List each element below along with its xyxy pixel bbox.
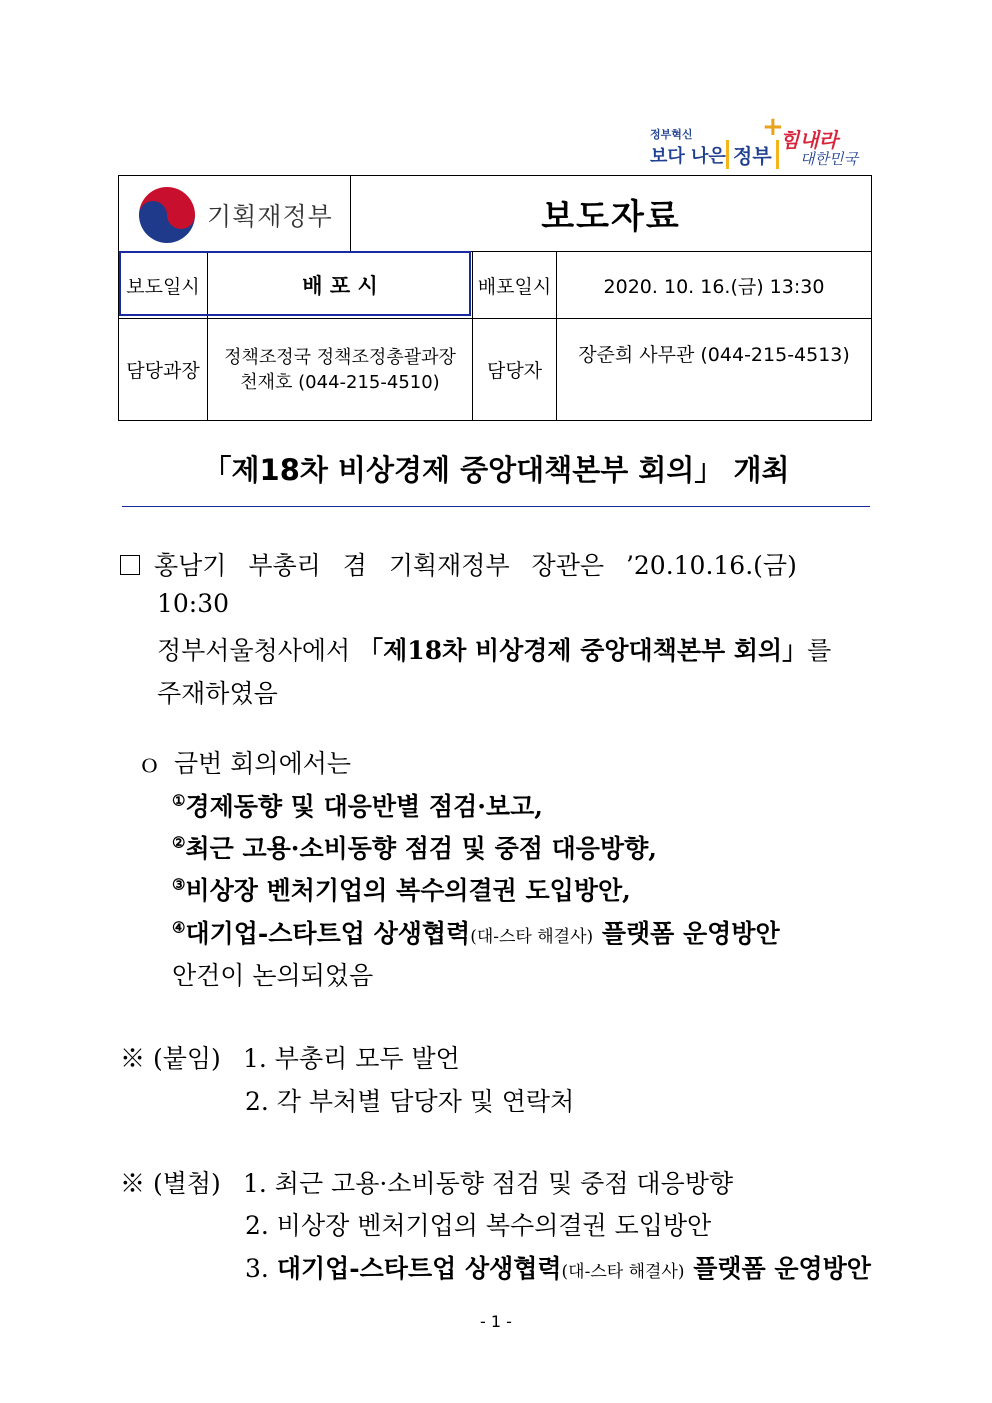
- page-title: 「제18차 비상경제 중앙대책본부 회의」 개최: [202, 453, 790, 487]
- agenda-item-4: ④대기업-스타트업 상생협력(대-스타 해결사) 플랫폼 운영방안: [172, 918, 780, 948]
- taegeuk-emblem-icon: [139, 187, 195, 243]
- slogan-government: 정부: [726, 140, 779, 169]
- attachment-item-2: 2. 각 부처별 담당자 및 연락처: [245, 1087, 575, 1116]
- agenda-item-1: ①경제동향 및 대응반별 점검·보고,: [172, 791, 543, 821]
- director-name-phone: 천재호 (044-215-4510): [240, 371, 440, 393]
- para1-line4: 주재하였음: [157, 679, 278, 708]
- para1-line2: 10:30: [157, 589, 230, 618]
- annex-label: ※ (별첨): [120, 1169, 221, 1198]
- annex-item-3: 3. 대기업-스타트업 상생협력(대-스타 해결사) 플랫폼 운영방안: [245, 1254, 871, 1283]
- government-slogan: [640, 112, 880, 178]
- para2-lead: ｏ 금번 회의에서는: [137, 749, 352, 778]
- director-label: 담당과장: [126, 360, 200, 382]
- release-highlight-box: [119, 251, 471, 316]
- page-number: - 1 -: [480, 1312, 512, 1331]
- attachment-item-1: 1. 부총리 모두 발언: [243, 1044, 460, 1073]
- document-type: 보도자료: [541, 197, 681, 237]
- contact-label: 담당자: [486, 360, 543, 382]
- distribution-label: 배포일시: [477, 275, 552, 298]
- para1-line3: 정부서울청사에서 「제18차 비상경제 중앙대책본부 회의」를: [157, 636, 832, 665]
- slogan-sub: 정부혁신: [650, 128, 693, 141]
- annex-item-1: 1. 최근 고용·소비동향 점검 및 중점 대응방향: [243, 1169, 734, 1198]
- distribution-date: 2020. 10. 16.(금) 13:30: [603, 275, 825, 298]
- slogan-korea: 대한민국: [800, 150, 858, 168]
- checkbox-bullet-icon: [120, 555, 140, 575]
- annex-item-2: 2. 비상장 벤처기업의 복수의결권 도입방안: [245, 1211, 712, 1240]
- ministry-name: 기획재정부: [207, 202, 333, 231]
- attachment-label: ※ (붙임): [120, 1044, 221, 1073]
- director-info: [208, 319, 472, 420]
- agenda-item-2: ②최근 고용·소비동향 점검 및 중점 대응방향,: [172, 833, 657, 863]
- release-value: 배 포 시: [302, 274, 378, 298]
- agenda-item-3: ③비상장 벤처기업의 복수의결권 도입방안,: [172, 875, 631, 905]
- para1-line1: 홍남기 부총리 겸 기획재정부 장관은 ’20.10.16.(금): [120, 546, 797, 582]
- director-department: 정책조정국 정책조정총괄과장: [224, 346, 456, 368]
- para2-close: 안건이 논의되었음: [172, 961, 374, 990]
- ministry-logo: [139, 186, 339, 244]
- contact-info: 장준희 사무관 (044-215-4513): [578, 343, 850, 366]
- release-label: 보도일시: [126, 275, 200, 298]
- slogan-cheer: 힘내라: [780, 128, 838, 152]
- circle-bullet-icon: ｏ: [137, 749, 163, 778]
- plus-icon: +: [762, 112, 784, 142]
- slogan-main: 보다 나은: [650, 146, 726, 167]
- title-divider: [122, 506, 870, 507]
